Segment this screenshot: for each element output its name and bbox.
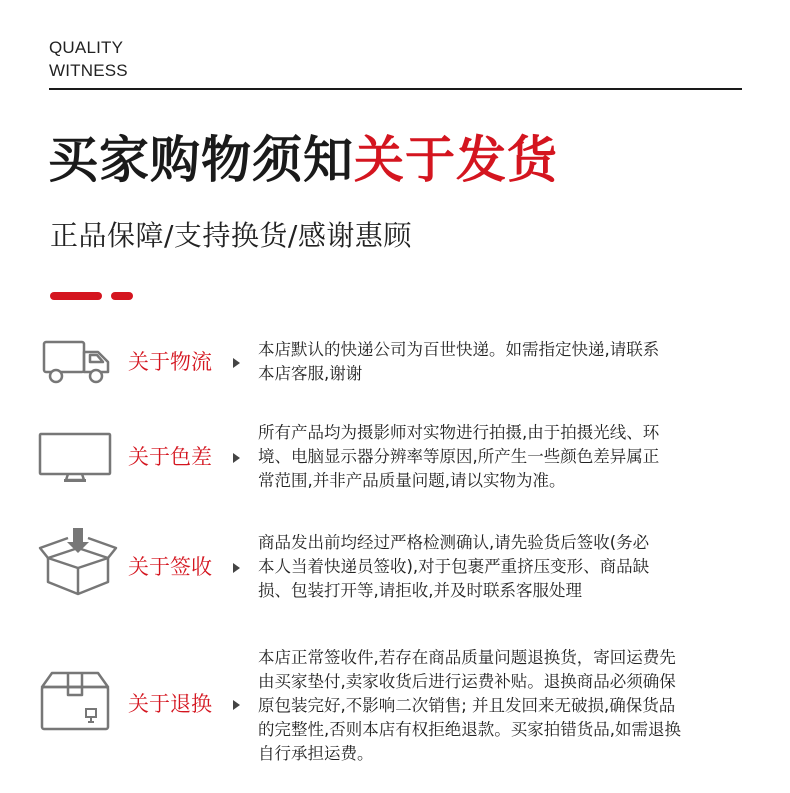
title-main: 买家购物须知 <box>48 131 354 189</box>
section-label-logistics: 关于物流 <box>128 350 212 374</box>
chevron-right-icon <box>233 563 240 573</box>
package-arrow-icon <box>38 526 118 598</box>
brand-line-1: QUALITY <box>49 38 124 57</box>
section-text-returns: 本店正常签收件,若存在商品质量问题退换货，寄回运费先 由买家垫付,卖家收货后进行运费补贴。退换商品必须确保 原包装完好,不影响二次销售; 并且发回来无破损,确保货品 的完整性,否则本店有权拒绝退款。买家拍错货品,如需退换 自行承担运费。 <box>258 648 681 763</box>
page-title <box>48 128 558 192</box>
section-label-returns: 关于退换 <box>128 692 212 716</box>
chevron-right-icon <box>233 700 240 710</box>
chevron-right-icon <box>233 453 240 463</box>
monitor-icon <box>38 432 114 484</box>
section-text-logistics: 本店默认的快递公司为百世快递。如需指定快递,请联系 本店客服,谢谢 <box>258 340 660 383</box>
section-label-color: 关于色差 <box>128 445 212 469</box>
header-divider <box>49 88 742 90</box>
section-label-signing: 关于签收 <box>128 555 212 579</box>
section-text-signing: 商品发出前均经过严格检测确认,请先验货后签收(务必 本人当着快递员签收),对于包裹严重挤压变形、商品缺 损、包装打开等,请拒收,并及时联系客服处理 <box>258 533 650 600</box>
title-accent: 关于发货 <box>354 131 558 189</box>
chevron-right-icon <box>233 358 240 368</box>
brand-wordmark <box>49 36 128 82</box>
accent-bar-long <box>50 292 102 300</box>
truck-icon <box>38 338 114 386</box>
return-box-icon <box>38 669 112 733</box>
section-text-color: 所有产品均为摄影师对实物进行拍摄,由于拍摄光线、环 境、电脑显示器分辨率等原因,所产生一些颜色差异属正 常范围,并非产品质量问题,请以实物为准。 <box>258 423 660 490</box>
page-subtitle: 正品保障/支持换货/感谢惠顾 <box>50 219 412 252</box>
brand-line-2: WITNESS <box>49 61 128 80</box>
accent-bar-short <box>111 292 133 300</box>
